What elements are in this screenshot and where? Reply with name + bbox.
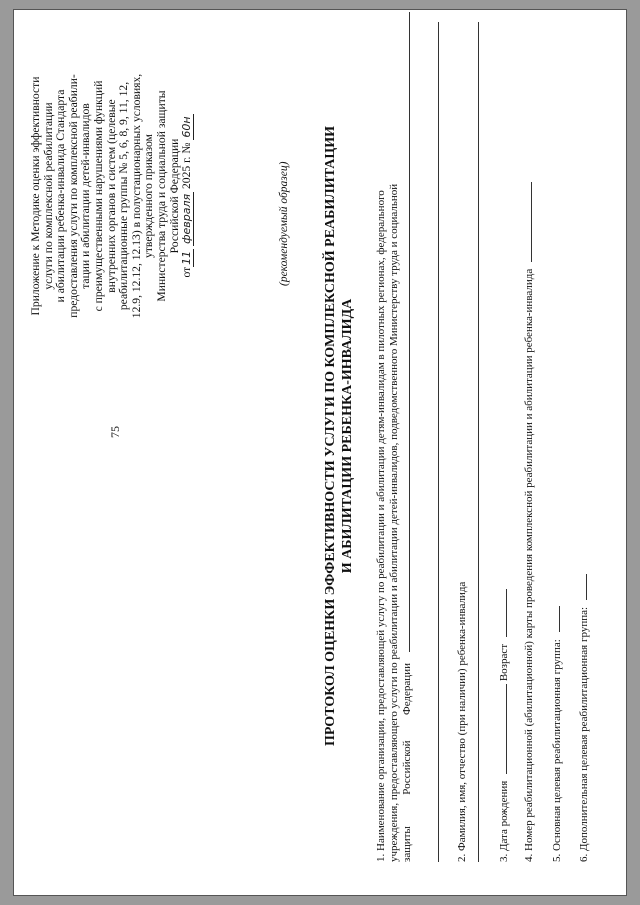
appendix-line: реабилитационные группы № 5, 6, 8, 9, 11, 12, <box>117 81 131 311</box>
extra-group-blank[interactable] <box>577 574 587 600</box>
child-name-field: 2. Фамилия, имя, отчество (при наличии) ребенка-инвалида <box>456 581 468 862</box>
appendix-line: и абилитации ребенка-инвалида Стандарта <box>54 89 68 303</box>
page-number: 75 <box>108 426 122 438</box>
org-name-blank[interactable] <box>400 12 410 652</box>
org-line-2: учреждения, предоставляющего услуги по реабилитации и абилитации детей-инвалидов, подведомственного Министерству труда и социальной <box>387 183 400 862</box>
appendix-line: утвержденного приказом <box>142 134 156 258</box>
main-group-field: 5. Основная целевая реабилитационная группа: <box>550 606 564 862</box>
child-name-blank[interactable] <box>478 22 479 862</box>
org-name-extra-line <box>438 22 439 862</box>
title-line: И АБИЛИТАЦИИ РЕБЕНКА-ИНВАЛИДА <box>340 298 355 574</box>
birth-date-blank[interactable] <box>497 684 507 774</box>
age-blank[interactable] <box>497 589 507 637</box>
card-number-blank[interactable] <box>522 182 532 262</box>
title-line: ПРОТОКОЛ ОЦЕНКИ ЭФФЕКТИВНОСТИ УСЛУГИ ПО КОМПЛЕКСНОЙ РЕАБИЛИТАЦИИ <box>323 125 338 747</box>
main-group-blank[interactable] <box>550 606 560 632</box>
appendix-line: Российской Федерации <box>167 138 181 254</box>
order-date-line: от11 февраля 2025 г. № 60н <box>180 116 194 278</box>
appendix-line: Министерства труда и социальной защиты <box>154 90 168 302</box>
appendix-line: предоставления услуги по комплексной реабили- <box>66 74 80 318</box>
document-title <box>322 36 356 836</box>
appendix-line: Приложение к Методике оценки эффективности <box>29 76 42 316</box>
extra-group-field: 6. Дополнительная целевая реабилитационная группа: <box>577 574 591 862</box>
org-name-field <box>375 12 414 862</box>
document-page <box>14 10 626 895</box>
org-line-1: 1. Наименование организации, предоставляющей услугу по реабилитации и абилитации детям-инвалидам в пилотных регионах, федерального <box>375 190 387 862</box>
handwritten-month: февраля <box>180 193 194 244</box>
appendix-line: внутренних органов и систем (целевые <box>104 99 118 293</box>
handwritten-day: 11 <box>180 250 194 265</box>
appendix-line: 12.9, 12.12, 12.13) в полустационарных условиях, <box>129 73 143 319</box>
sample-note: (рекомендуемый образец) <box>278 161 290 286</box>
appendix-line: с преимущественными нарушениями функций <box>91 80 105 312</box>
appendix-header <box>30 21 194 371</box>
birth-age-field: 3. Дата рождения Возраст <box>497 589 511 862</box>
appendix-line: услуги по комплексной реабилитации <box>41 102 55 290</box>
rotated-content <box>20 10 620 876</box>
card-number-field: 4. Номер реабилитационной (абилитационной) карты проведения комплексной реабилитации и абилитации ребенка-инвалида <box>522 182 536 862</box>
appendix-line: тации и абилитации детей-инвалидов <box>79 103 93 289</box>
org-line-3: защиты Российской Федерации <box>400 12 414 862</box>
handwritten-order-number: 60н <box>180 116 194 138</box>
